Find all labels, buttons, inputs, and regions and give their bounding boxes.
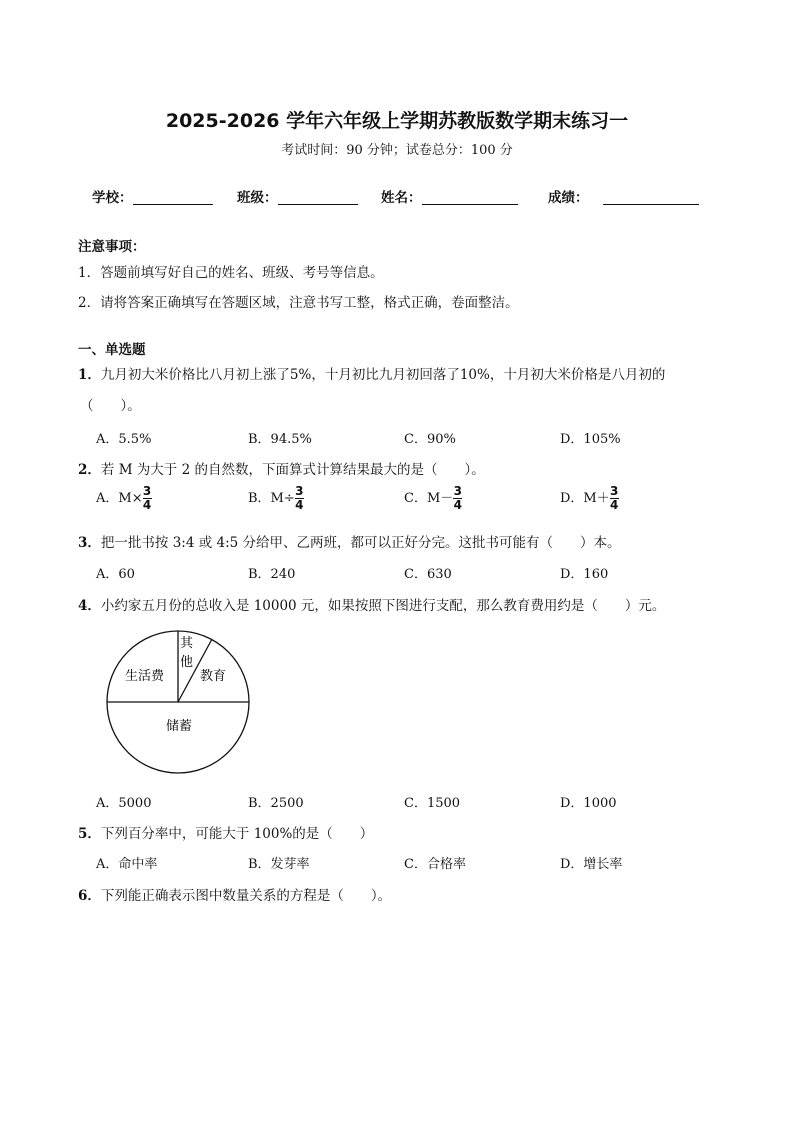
option-prefix: D．M＋ [560,491,610,506]
school-field[interactable] [92,186,213,206]
class-blank[interactable] [278,190,358,205]
pie-label-other-2: 他 [180,655,194,670]
section-heading: 一、单选题 [78,342,146,358]
question-text: 若 M 为大于 2 的自然数，下面算式计算结果最大的是（ ）。 [100,462,485,478]
q2-option-b[interactable] [248,485,304,512]
fraction-numerator: 3 [453,484,462,498]
q5-option-b[interactable]: B．发芽率 [248,857,310,872]
question-text: 下列能正确表示图中数量关系的方程是（ ）。 [100,888,392,904]
pie-label-education: 教育 [200,669,227,684]
question-5 [78,822,373,842]
option-prefix: C．M－ [404,491,454,506]
fraction-denominator: 4 [453,498,462,512]
question-6 [78,884,391,904]
fraction-denominator: 4 [610,498,619,512]
fraction-denominator: 4 [295,498,304,512]
q3-option-c[interactable]: C．630 [404,567,452,582]
question-1-blank: （ ）。 [80,398,141,414]
q4-option-d[interactable]: D．1000 [560,796,617,811]
question-text: 下列百分率中，可能大于 100%的是（ ） [100,826,374,842]
q1-option-c[interactable]: C．90% [404,432,456,447]
question-text: 九月初大米价格比八月初上涨了5%，十月初比九月初回落了10%，十月初大米价格是八月初的 [100,367,666,383]
question-text: 小约家五月份的总收入是 10000 元，如果按照下图进行支配，那么教育费用约是（ ）元。 [100,598,666,614]
score-blank[interactable] [603,190,699,205]
school-blank[interactable] [133,190,213,205]
q3-option-d[interactable]: D．160 [560,567,609,582]
notice-item: 2．请将答案正确填写在答题区域，注意书写工整，格式正确，卷面整洁。 [78,295,519,311]
pie-label-other-1: 其 [180,636,194,651]
q2-option-a[interactable] [96,485,152,512]
class-field[interactable] [237,186,358,206]
question-2 [78,458,485,478]
fraction-denominator: 4 [142,498,152,512]
option-prefix: B．M÷ [248,491,295,506]
school-label: 学校： [92,190,133,206]
score-field[interactable] [548,186,699,206]
name-blank[interactable] [422,190,518,205]
question-text: 把一批书按 3:4 或 4:5 分给甲、乙两班，都可以正好分完。这批书可能有（ ）本。 [100,535,621,551]
q1-option-b[interactable]: B．94.5% [248,432,312,447]
notice-item: 1．答题前填写好自己的姓名、班级、考号等信息。 [78,265,384,281]
question-number: 4． [78,598,101,614]
question-number: 5． [78,826,101,842]
q4-option-c[interactable]: C．1500 [404,796,461,811]
q4-option-a[interactable]: A．5000 [96,796,152,811]
name-label: 姓名： [381,190,422,206]
fraction-numerator: 3 [142,484,152,498]
name-field[interactable] [381,186,518,206]
fraction-numerator: 3 [610,484,619,498]
fraction [610,485,619,512]
budget-pie-chart [100,624,256,784]
q3-option-a[interactable]: A．60 [96,567,135,582]
class-label: 班级： [237,190,278,206]
fraction-numerator: 3 [295,484,304,498]
q1-option-d[interactable]: D．105% [560,432,621,447]
score-label: 成绩： [548,190,589,206]
q5-option-d[interactable]: D．增长率 [560,857,623,872]
page-title: 2025-2026 学年六年级上学期苏教版数学期末练习一 [165,110,629,132]
pie-label-living: 生活费 [125,669,165,684]
q1-option-a[interactable]: A．5.5% [96,432,152,447]
question-3 [78,531,621,551]
question-number: 1． [78,367,101,383]
fraction [453,485,462,512]
fraction [143,485,152,512]
question-number: 6． [78,888,101,904]
question-number: 3． [78,535,101,551]
q3-option-b[interactable]: B．240 [248,567,296,582]
q5-option-a[interactable]: A．命中率 [96,857,158,872]
q5-option-c[interactable]: C．合格率 [404,857,466,872]
fraction [295,485,304,512]
q2-option-c[interactable] [404,485,462,512]
option-prefix: A．M× [96,491,143,506]
question-4 [78,594,665,614]
question-number: 2． [78,462,101,478]
question-1 [78,363,665,383]
q4-option-b[interactable]: B．2500 [248,796,304,811]
notice-heading: 注意事项： [78,239,146,255]
q2-option-d[interactable] [560,485,619,512]
pie-label-savings: 储蓄 [166,719,193,734]
exam-subtitle: 考试时间：90 分钟；试卷总分：100 分 [281,143,513,158]
